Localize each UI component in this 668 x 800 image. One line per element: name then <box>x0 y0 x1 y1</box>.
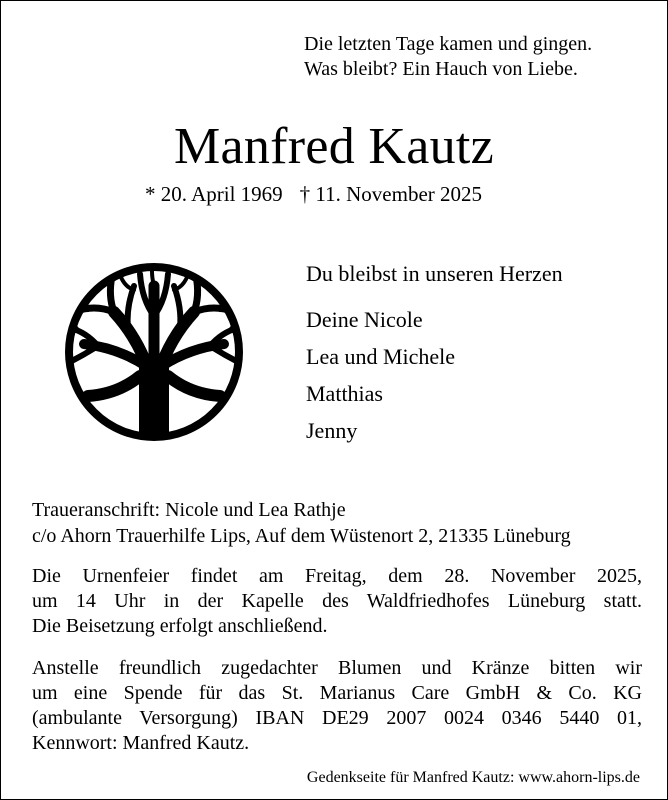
service-paragraph <box>32 564 642 639</box>
death-date: † 11. November 2025 <box>299 182 483 206</box>
paragraph-line: um 14 Uhr in der Kapelle des Waldfriedhofes Lüneburg statt. <box>32 590 642 612</box>
paragraph-line: Die Beisetzung erfolgt anschließend. <box>32 615 328 637</box>
life-dates <box>145 181 482 207</box>
tree-of-life-icon <box>58 256 250 448</box>
birth-date: * 20. April 1969 <box>145 182 283 206</box>
memorial-page-link[interactable]: Gedenkseite für Manfred Kautz: www.ahorn-lips.de <box>306 769 640 786</box>
mourner-name: Deine Nicole <box>306 307 423 332</box>
address-line: Traueranschrift: Nicole und Lea Rathje <box>32 499 346 521</box>
poem-line: Was bleibt? Ein Hauch von Liebe. <box>304 58 578 80</box>
motto: Du bleibst in unseren Herzen <box>306 261 563 286</box>
mourners-list <box>306 306 455 454</box>
poem-line: Die letzten Tage kamen und gingen. <box>304 33 593 55</box>
deceased-name: Manfred Kautz <box>173 118 495 175</box>
poem <box>304 32 644 82</box>
mourner-name: Jenny <box>306 418 358 443</box>
mourner-name: Lea und Michele <box>306 344 456 369</box>
donation-paragraph <box>32 656 642 756</box>
paragraph-line: Kennwort: Manfred Kautz. <box>32 732 250 754</box>
paragraph-line: Die Urnenfeier findet am Freitag, dem 28. November 2025, <box>32 565 642 587</box>
paragraph-line: (ambulante Versorgung) IBAN DE29 2007 0024 0346 5440 01, <box>32 707 642 729</box>
mourning-address <box>32 497 644 549</box>
paragraph-line: Anstelle freundlich zugedachter Blumen und Kränze bitten wir <box>32 657 642 679</box>
mourner-name: Matthias <box>306 381 383 406</box>
address-line: c/o Ahorn Trauerhilfe Lips, Auf dem Wüstenort 2, 21335 Lüneburg <box>32 525 571 547</box>
paragraph-line: um eine Spende für das St. Marianus Care GmbH & Co. KG <box>32 682 642 704</box>
